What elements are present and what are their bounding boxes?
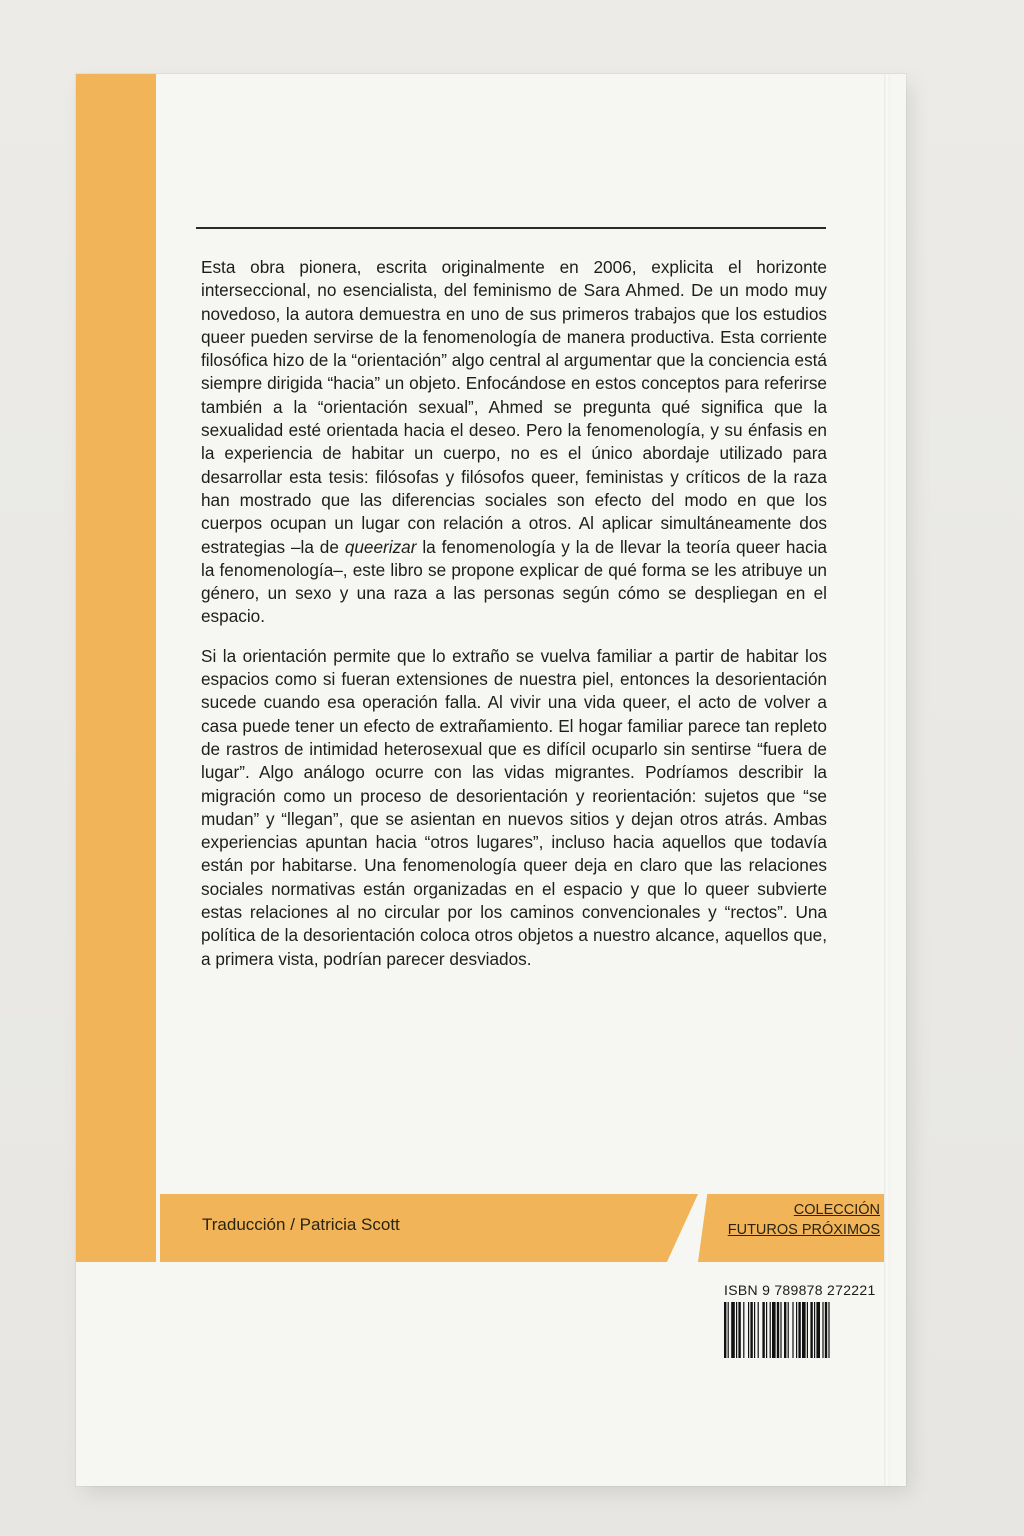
blurb xyxy=(201,256,827,987)
collection-label xyxy=(706,1200,880,1240)
book-back-cover xyxy=(76,74,906,1486)
blurb-paragraph-1 xyxy=(201,256,827,629)
barcode-bar xyxy=(777,1302,779,1358)
barcode-bar xyxy=(724,1302,726,1358)
barcode-bar xyxy=(731,1302,735,1358)
isbn-number: ISBN 9 789878 272221 xyxy=(724,1282,876,1298)
barcode-bar xyxy=(728,1302,729,1358)
barcode-bar xyxy=(754,1302,755,1358)
barcode-bar xyxy=(822,1302,823,1358)
blurb-paragraph-2: Si la orientación permite que lo extraño se vuelva familiar a partir de habitar los espacios como si fueran extensiones de nuestra piel, entonces la desorientación sucede cuando esa operación falla. Al vivir una vida queer, el acto de volver a casa puede tener un efecto de extrañamiento. El hogar familiar parece tan repleto de rastros de intimidad heterosexual que es difícil ocuparlo sin sentirse “fuera de lugar”. Algo análogo ocurre con las vidas migrantes. Podríamos describir la migración como un proceso de desorientación y reorientación: sujetos que “se mudan” y “llegan”, que se asientan en nuevos sitios y dejan otros atrás. Ambas experiencias apuntan hacia “otros lugares”, incluso hacia aquellos que todavía están por habitarse. Una fenomenología queer deja en claro que las relaciones sociales normativas están organizadas en el espacio y que lo queer subvierte estas relaciones al no circular por los caminos convencionales y “rectos”. Una política de la desorientación coloca otros objetos a nuestro alcance, aquellos que, a primera vista, podrían parecer desviados. xyxy=(201,645,827,969)
barcode-bar xyxy=(766,1302,767,1358)
barcode-bar xyxy=(798,1302,800,1358)
barcode-graphic xyxy=(724,1302,882,1358)
barcode-bar xyxy=(738,1302,740,1358)
band-gap xyxy=(156,1194,160,1262)
blurb-italic-term: queerizar xyxy=(344,536,417,557)
barcode xyxy=(724,1302,882,1358)
barcode-bar xyxy=(828,1302,829,1358)
barcode-bar xyxy=(788,1302,789,1358)
lower-left-white-block xyxy=(76,1262,156,1486)
top-rule xyxy=(196,227,826,229)
barcode-bar xyxy=(750,1302,752,1358)
barcode-bar xyxy=(825,1302,827,1358)
barcode-bar xyxy=(784,1302,786,1358)
barcode-bar xyxy=(814,1302,815,1358)
barcode-bar xyxy=(780,1302,781,1358)
barcode-bar xyxy=(736,1302,737,1358)
barcode-bar xyxy=(770,1302,771,1358)
barcode-bar xyxy=(748,1302,749,1358)
barcode-bar xyxy=(796,1302,797,1358)
barcode-bar xyxy=(792,1302,793,1358)
blurb-paragraph-1-text: Esta obra pionera, escrita originalmente en 2006, explicita el horizonte interseccional, no esencialista, del feminismo de Sara Ahmed. De un modo muy novedoso, la autora demuestra en uno de sus primeros trabajos que los estudios queer pueden servirse de la fenomenología de manera productiva. Esta corriente filosófica hizo de la “orientación” algo central al argumentar que la conciencia está siempre dirigida “hacia” un objeto. Enfocándose en estos conceptos para referirse también a la “orientación sexual”, Ahmed se pregunta qué significa que la sexualidad esté orientada hacia el deseo. Pero la fenomenología, y su énfasis en la experiencia de habitar un cuerpo, no es el único abordaje utilizado para desarrollar esta tesis: filósofas y filósofos queer, feministas y críticos de la raza han mostrado que las diferencias sociales son efecto del modo en que los cuerpos ocupan un lugar con relación a otros. Al aplicar simultáneamente dos estrategias –la de xyxy=(201,257,827,557)
barcode-bar xyxy=(807,1302,808,1358)
translator-credit: Traducción / Patricia Scott xyxy=(202,1215,400,1234)
barcode-bar xyxy=(743,1302,744,1358)
barcode-bar xyxy=(772,1302,776,1358)
barcode-bar xyxy=(810,1302,812,1358)
blurb-paragraph-1-end: la fenomenología y la de llevar la teoría queer hacia la fenomenología–, este libro se propone explicar de qué forma se les atribuye un género, un sexo y una raza a las personas según cómo se despliegan en el espacio. xyxy=(201,536,827,627)
spine-fold xyxy=(884,74,890,1486)
collection-line-2: FUTUROS PRÓXIMOS xyxy=(727,1222,880,1238)
barcode-bar xyxy=(816,1302,820,1358)
collection-line-1: COLECCIÓN xyxy=(793,1202,880,1218)
barcode-bar xyxy=(758,1302,759,1358)
barcode-bar xyxy=(802,1302,806,1358)
barcode-bar xyxy=(762,1302,764,1358)
